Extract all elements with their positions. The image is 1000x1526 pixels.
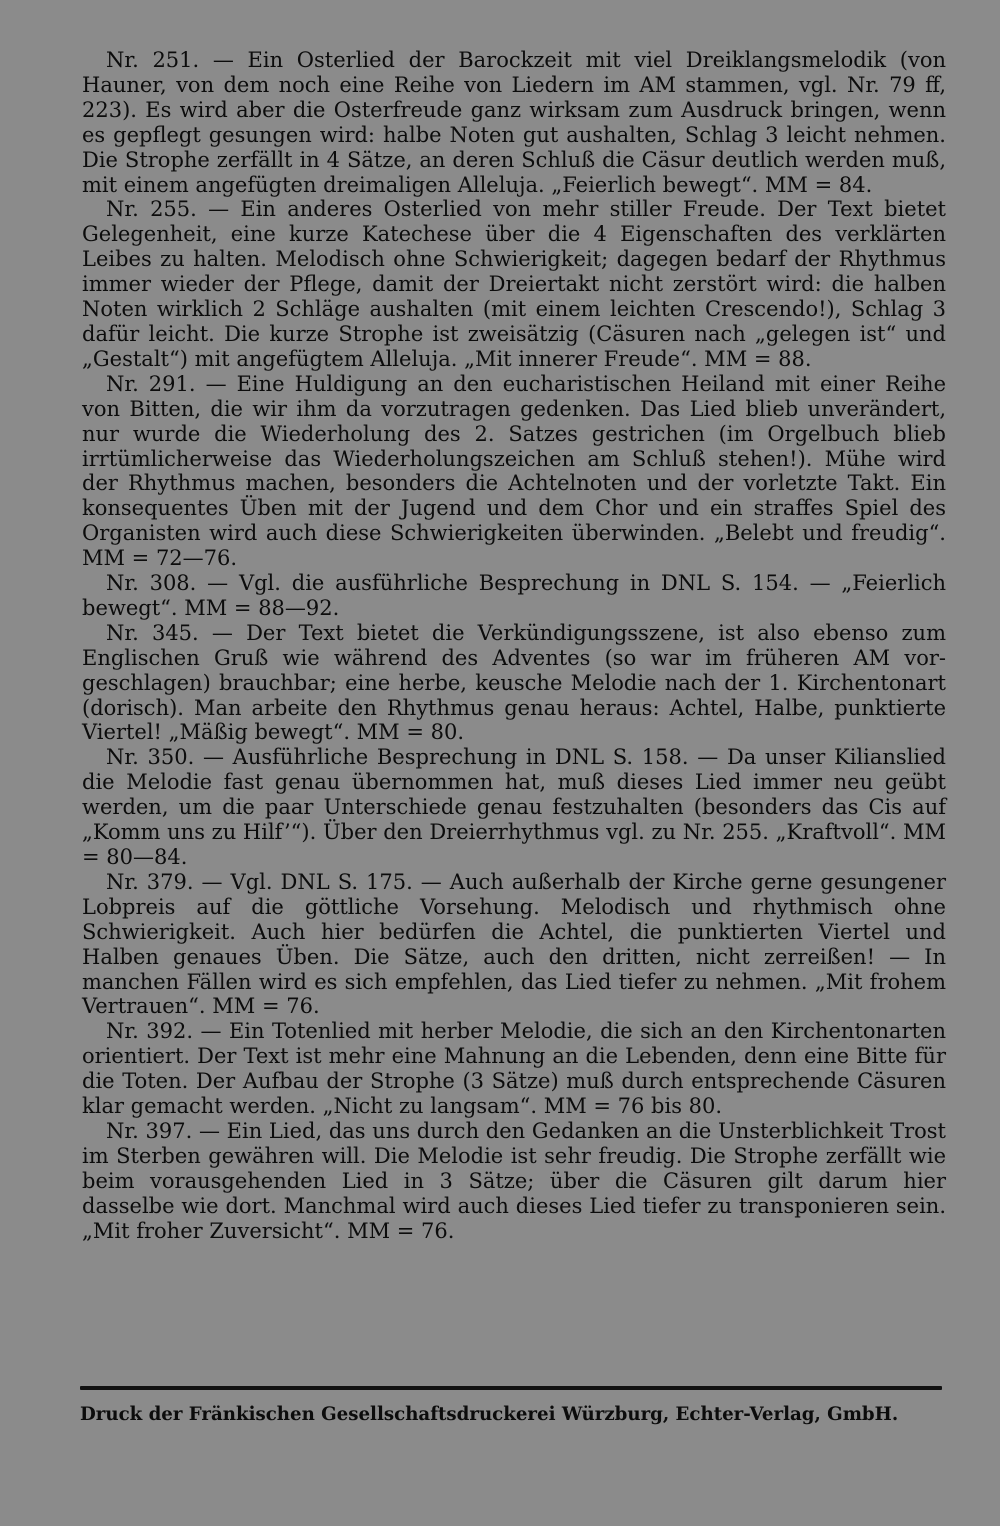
entry-nr-397: Nr. 397. — Ein Lied, das uns durch den Gedanken an die Unsterblichkeit Trost im Sterben gewähren will. Die Melodie ist sehr freudig. Die Strophe zerfällt wie beim vorausgehenden Lied in 3 Sätze; über die Cäsuren gilt darum hier dasselbe wie dort. Manchmal wird auch dieses Lied tiefer zu transponieren sein. „Mit froher Zuversicht“. MM = 76.	[82, 1118, 946, 1243]
entry-nr-345: Nr. 345. — Der Text bietet die Verkündigungsszene, ist also ebenso zum Englischen Gruß wie während des Adventes (so war im früheren AM vorgeschlagen) brauchbar; eine herbe, keusche Melodie nach der 1. Kirchentonart (dorisch). Man arbeite den Rhythmus genau heraus: Achtel, Halbe, punktierte Viertel! „Mäßig bewegt“. MM = 80.	[82, 620, 946, 745]
entry-nr-255: Nr. 255. — Ein anderes Osterlied von mehr stiller Freude. Der Text bietet Gelegenheit, eine kurze Katechese über die 4 Eigenschaften des verklärten Leibes zu halten. Melodisch ohne Schwierigkeit; dagegen bedarf der Rhythmus immer wieder der Pflege, damit der Dreiertakt nicht zerstört wird: die halben Noten wirklich 2 Schläge aushalten (mit einem leichten Crescendo!), Schlag 3 dafür leicht. Die kurze Strophe ist zweisätzig (Cäsuren nach „gelegen ist“ und „Gestalt“) mit angefügtem Alleluja. „Mit innerer Freude“. MM = 88.	[82, 197, 946, 371]
entry-nr-392: Nr. 392. — Ein Totenlied mit herber Melodie, die sich an den Kirchentonarten orientiert. Der Text ist mehr eine Mahnung an die Lebenden, denn eine Bitte für die Toten. Der Aufbau der Strophe (3 Sätze) muß durch entsprechende Cäsuren klar gemacht werden. „Nicht zu langsam“. MM = 76 bis 80.	[82, 1019, 946, 1119]
entry-nr-379: Nr. 379. — Vgl. DNL S. 175. — Auch außerhalb der Kirche gerne gesungener Lobpreis auf die göttliche Vorsehung. Melodisch und rhythmisch ohne Schwierigkeit. Auch hier bedürfen die Achtel, die punktierten Viertel und Halben genaues Üben. Die Sätze, auch den dritten, nicht zerreißen! — In manchen Fällen wird es sich empfehlen, das Lied tiefer zu nehmen. „Mit frohem Vertrauen“. MM = 76.	[82, 869, 946, 1019]
entry-nr-291: Nr. 291. — Eine Huldigung an den eucharistischen Heiland mit einer Reihe von Bitten, die wir ihm da vorzutragen gedenken. Das Lied blieb unverändert, nur wurde die Wiederholung des 2. Satzes gestrichen (im Orgelbuch blieb irrtümlicherweise das Wiederholungszeichen am Schluß stehen!). Mühe wird der Rhythmus machen, besonders die Achtelnoten und der vorletzte Takt. Ein konsequentes Üben mit der Jugend und dem Chor und ein straffes Spiel des Organisten wird auch diese Schwierigkeiten überwinden. „Belebt und freudig“. MM = 72—76.	[82, 371, 946, 571]
printer-imprint: Druck der Fränkischen Gesellschaftsdruckerei Würzburg, Echter-Verlag, GmbH.	[80, 1404, 899, 1425]
entry-nr-350: Nr. 350. — Ausführliche Besprechung in DNL S. 158. — Da unser Kilianslied die Melodie fast genau übernommen hat, muß dieses Lied immer neu geübt werden, um die paar Unterschiede genau festzuhalten (besonders das Cis auf „Komm uns zu Hilf’“). Über den Dreierrhythmus vgl. zu Nr. 255. „Kraftvoll“. MM = 80—84.	[82, 745, 946, 869]
footer-rule	[80, 1386, 942, 1390]
document-body	[82, 48, 946, 1244]
entry-nr-308: Nr. 308. — Vgl. die ausführliche Besprechung in DNL S. 154. — „Feierlich bewegt“. MM = 88—92.	[82, 571, 946, 620]
entry-nr-251: Nr. 251. — Ein Osterlied der Barockzeit mit viel Dreiklangsmelodik (von Hauner, von dem noch eine Reihe von Liedern im AM stammen, vgl. Nr. 79 ff, 223). Es wird aber die Osterfreude ganz wirksam zum Ausdruck bringen, wenn es gepflegt gesungen wird: halbe Noten gut aushalten, Schlag 3 leicht nehmen. Die Strophe zerfällt in 4 Sätze, an deren Schluß die Cäsur deutlich werden muß, mit einem angefügten dreimaligen Alleluja. „Feierlich bewegt“. MM = 84.	[82, 48, 946, 197]
